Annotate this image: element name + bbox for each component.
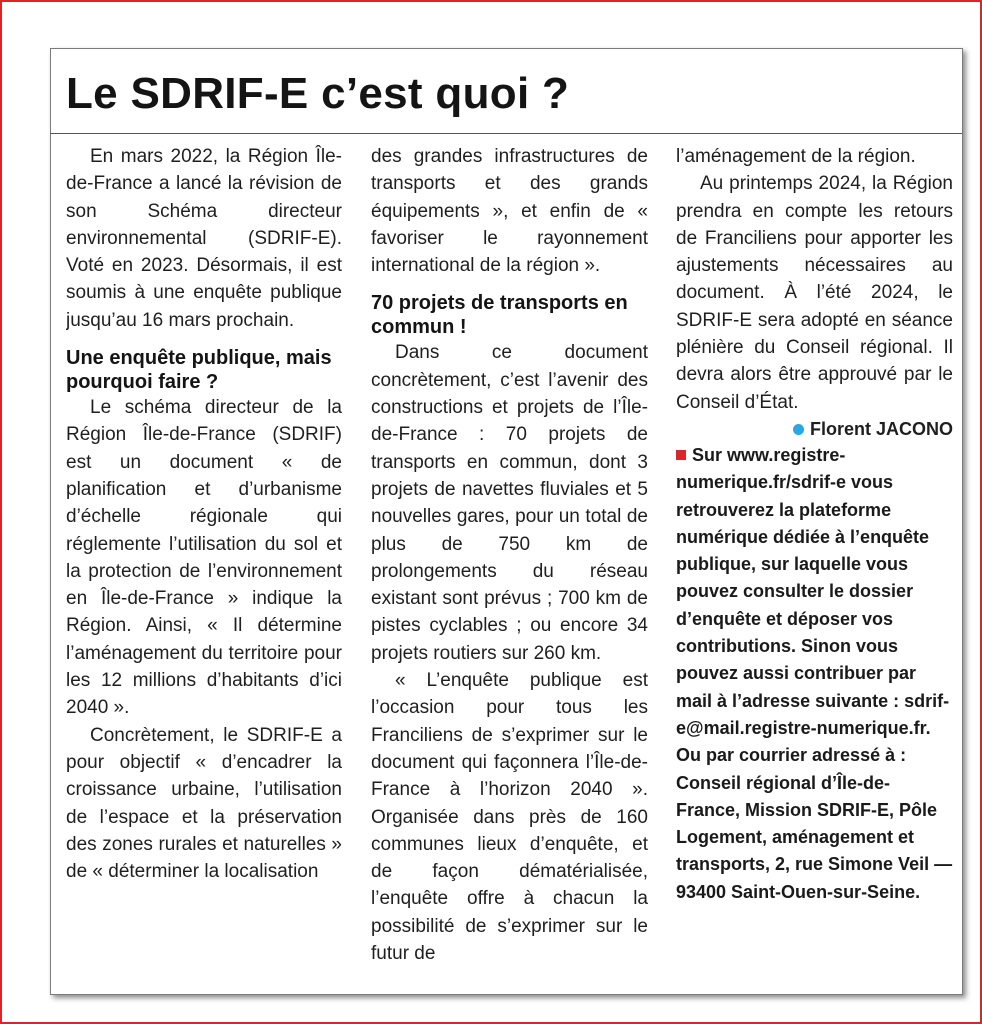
paragraph-continued: l’aménagement de la région. xyxy=(676,146,916,167)
column-2 xyxy=(371,143,648,967)
red-square-icon xyxy=(676,450,686,460)
paragraph-objectives-continued: des grandes infrastructures de transports et des grands équipements », et enfin de « favoriser le rayonnement international de la région ». xyxy=(371,146,648,277)
article-title: Le SDRIF-E c’est quoi ? xyxy=(66,69,570,118)
column-1 xyxy=(66,143,342,885)
author-signature xyxy=(676,416,953,442)
title-divider xyxy=(50,133,962,134)
paragraph-sdrif-definition: Le schéma directeur de la Région Île-de-France (SDRIF) est un document « de planification et d’urbanisme d’échelle régionale qui réglemente l’utilisation du sol et la protection de l’environnement en Île-de-France » indique la Région. Ainsi, « Il détermine l’aménagement du territoire pour les 12 millions d’habitants d’ici 2040 ». xyxy=(66,397,342,719)
column-3 xyxy=(676,143,953,906)
info-box xyxy=(676,442,953,906)
paragraph-enquete-publique: « L’enquête publique est l’occasion pour tous les Franciliens de s’exprimer sur le document qui façonnera l’Île-de-France à l’horizon 2040 ». Organisée dans près de 160 communes lieux d’enquête, et de façon dématérialisée, l’enquête offre à chacun la possibilité de s’exprimer sur le futur de xyxy=(371,670,648,965)
blue-dot-icon xyxy=(793,424,804,435)
author-name: Florent JACONO xyxy=(809,418,953,439)
intro-paragraph: En mars 2022, la Région Île-de-France a lancé la révision de son Schéma directeur environnemental (SDRIF-E). Voté en 2023. Désormais, il est soumis à une enquête publique jusqu’au 16 mars prochain. xyxy=(66,146,342,331)
subheading-enquete: Une enquête publique, mais pourquoi faire ? xyxy=(66,347,332,394)
paragraph-calendar: Au printemps 2024, la Région prendra en compte les retours de Franciliens pour apporter les ajustements nécessaires au document. À l’été 2024, le SDRIF-E sera adopté en séance plénière du Conseil régional. Il devra alors être approuvé par le Conseil d’État. xyxy=(676,173,953,413)
paragraph-objectives: Concrètement, le SDRIF-E a pour objectif « d’encadrer la croissance urbaine, l’utilisation de l’espace et la préservation des zones rurales et naturelles » de « déterminer la localisation xyxy=(66,724,342,883)
paragraph-projets: Dans ce document concrètement, c’est l’avenir des constructions et projets de l’Île-de-France : 70 projets de transports en commun, dont 3 projets de navettes fluviales et 5 nouvelles gares, pour un total de plus de 750 km de prolongements du réseau existant sont prévus ; 700 km de pistes cyclables ; ou encore 34 projets routiers sur 260 km. xyxy=(371,342,648,664)
info-text: Sur www.registre-numerique.fr/sdrif-e vous retrouverez la plateforme numérique dédiée à l’enquête publique, sur laquelle vous pouvez consulter le dossier d’enquête et déposer vos contributions. Sinon vous pouvez aussi contribuer par mail à l’adresse suivante : sdrif-e@mail.registre-numerique.fr. Ou par courrier adressé à : Conseil régional d’Île-de-France, Mission SDRIF-E, Pôle Logement, aménagement et transports, 2, rue Simone Veil — 93400 Saint-Ouen-sur-Seine. xyxy=(676,444,953,902)
subheading-projets: 70 projets de transports en commun ! xyxy=(371,292,628,339)
